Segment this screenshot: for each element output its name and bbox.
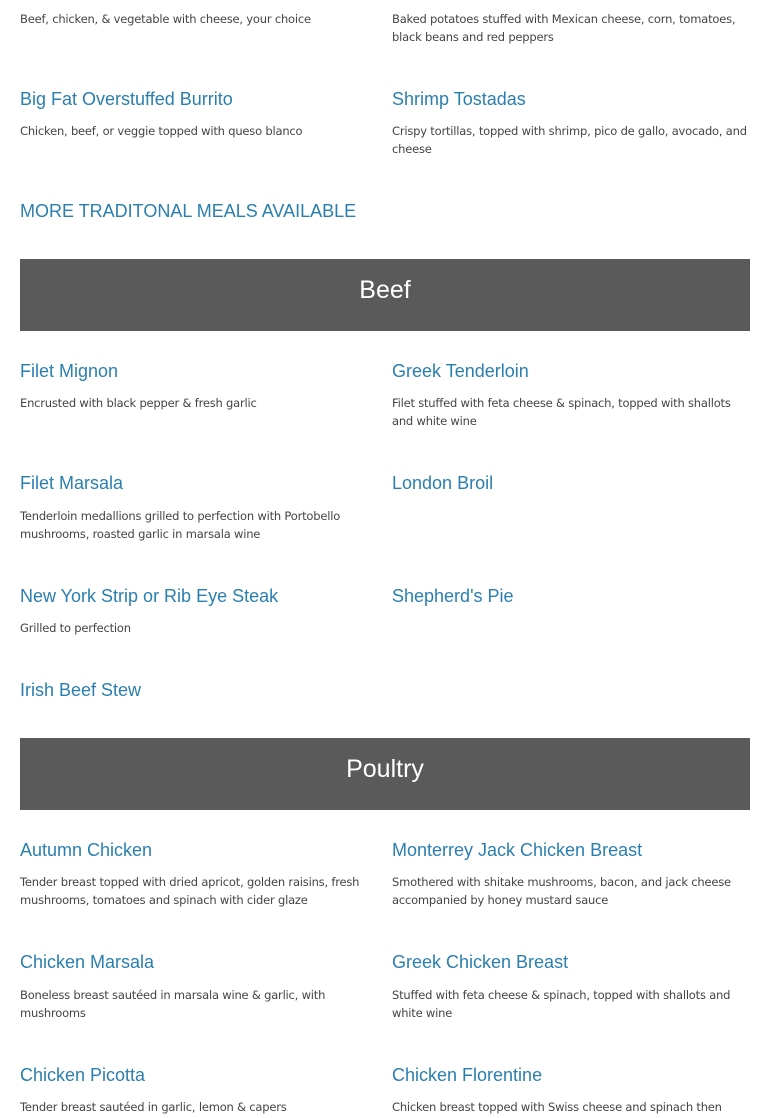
- menu-item-description: Tender breast topped with dried apricot, golden raisins, fresh mushrooms, tomatoes and spinach with cider glaze: [20, 875, 360, 907]
- menu-item-description: Beef, chicken, & vegetable with cheese, your choice: [20, 12, 311, 26]
- menu-item-description: Chicken breast topped with Swiss cheese and spinach then: [392, 1100, 722, 1114]
- menu-item-description: Boneless breast sautéed in marsala wine & garlic, with mushrooms: [20, 988, 326, 1020]
- more-meals-link[interactable]: MORE TRADITONAL MEALS AVAILABLE: [20, 201, 357, 221]
- menu-item-title: Autumn Chicken: [20, 840, 153, 860]
- menu-item-description: Grilled to perfection: [20, 621, 131, 635]
- menu-item-title: Greek Tenderloin: [392, 361, 529, 381]
- menu-item-description: Filet stuffed with feta cheese & spinach, topped with shallots and white wine: [392, 396, 731, 428]
- section-header-beef: Beef: [20, 259, 750, 331]
- menu-item-title: New York Strip or Rib Eye Steak: [20, 586, 279, 606]
- menu-item-description: Baked potatoes stuffed with Mexican cheese, corn, tomatoes, black beans and red peppers: [392, 12, 736, 44]
- menu-item-description: Stuffed with feta cheese & spinach, topped with shallots and white wine: [392, 988, 731, 1020]
- menu-item-title: Chicken Florentine: [392, 1065, 543, 1085]
- menu-item-description: Chicken, beef, or veggie topped with queso blanco: [20, 124, 303, 138]
- section-header-poultry: Poultry: [20, 738, 750, 810]
- menu-item-description: Smothered with shitake mushrooms, bacon, and jack cheese accompanied by honey mustard sauce: [392, 875, 731, 907]
- menu-item-title: London Broil: [392, 473, 494, 493]
- menu-item-description: Tenderloin medallions grilled to perfection with Portobello mushrooms, roasted garlic in marsala wine: [20, 509, 341, 541]
- menu-item-description: Encrusted with black pepper & fresh garlic: [20, 396, 257, 410]
- menu-item-title: Chicken Marsala: [20, 952, 155, 972]
- menu-item-title: Big Fat Overstuffed Burrito: [20, 89, 233, 109]
- menu-item-title: Filet Mignon: [20, 361, 119, 381]
- menu-item-title: Shepherd's Pie: [392, 586, 514, 606]
- menu-item-title: Chicken Picotta: [20, 1065, 146, 1085]
- menu-item-title: Monterrey Jack Chicken Breast: [392, 840, 643, 860]
- menu-item-title: Irish Beef Stew: [20, 680, 142, 700]
- menu-item-title: Filet Marsala: [20, 473, 124, 493]
- menu-item-title: Greek Chicken Breast: [392, 952, 569, 972]
- menu-item-title: Shrimp Tostadas: [392, 89, 526, 109]
- menu-item-description: Tender breast sautéed in garlic, lemon & capers: [20, 1100, 287, 1114]
- menu-item-description: Crispy tortillas, topped with shrimp, pico de gallo, avocado, and cheese: [392, 124, 747, 156]
